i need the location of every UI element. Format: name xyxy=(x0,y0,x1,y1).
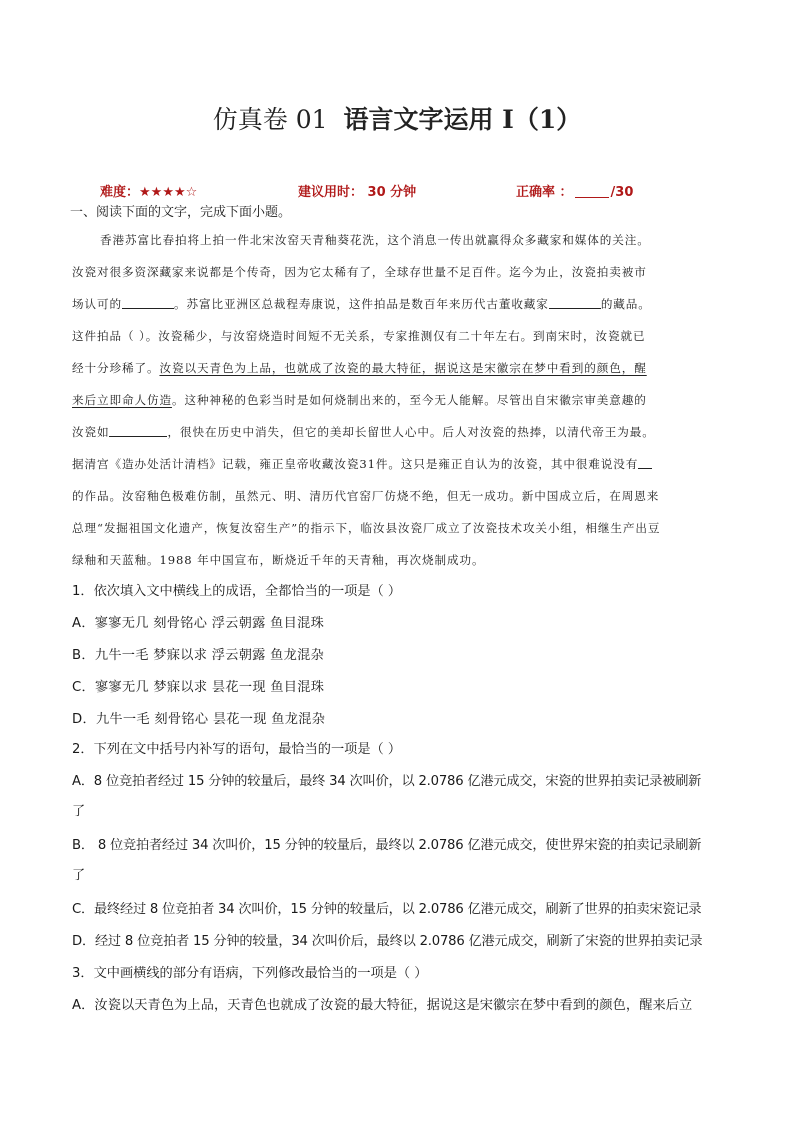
underlined-sentence-end: 来后立即命人仿造 xyxy=(72,393,172,407)
difficulty-label: 难度： xyxy=(100,185,140,200)
time-value: 30 分钟 xyxy=(367,185,417,200)
passage-line: 总理“发掘祖国文化遗产，恢复汝窑生产”的指示下，临汝县汝瓷厂成立了汝瓷技术攻关小组，相继生产出豆 xyxy=(72,521,661,535)
passage-line: 绿釉和天蓝釉。1988 年中国宣布，断烧近千年的天青釉，再次烧制成功。 xyxy=(72,553,485,567)
page-title xyxy=(0,100,794,136)
q2-option-a[interactable]: A．8 位竞拍者经过 15 分钟的较量后，最终 34 次叫价，以 2.0786 亿港元成交，宋瓷的世界拍卖记录被刷新 xyxy=(72,774,702,789)
difficulty-info xyxy=(100,181,197,200)
q1-option-a[interactable]: A．寥寥无几 刻骨铭心 浮云朝露 鱼目混珠 xyxy=(72,616,325,631)
q2-option-c[interactable]: C．最终经过 8 位竞拍者 34 次叫价，15 分钟的较量后，以 2.0786 亿港元成交，刷新了世界的拍卖宋瓷记录 xyxy=(72,902,702,917)
passage-text: 。这种神秘的色彩当时是如何烧制出来的，至今无人能解。尽管出自宋徽宗审美意趣的 xyxy=(171,393,647,407)
section-heading: 一、阅读下面的文字，完成下面小题。 xyxy=(70,205,292,220)
passage-line xyxy=(72,296,651,312)
accuracy-info xyxy=(516,181,633,200)
q1-option-b[interactable]: B．九牛一毛 梦寐以求 浮云朝露 鱼龙混杂 xyxy=(72,648,325,663)
passage-line xyxy=(72,456,652,472)
passage-text: 经十分珍稀了。 xyxy=(72,361,160,375)
passage-text: 。苏富比亚洲区总裁程寿康说，这件拍品是数百年来历代古董收藏家 xyxy=(173,297,549,311)
passage-line xyxy=(72,424,655,440)
question-3: 3．文中画横线的部分有语病，下列修改最恰当的一项是（ ） xyxy=(72,966,428,981)
passage-line: 香港苏富比春拍将上拍一件北宋汝窑天青釉葵花洗，这个消息一传出就赢得众多藏家和媒体的关注。 xyxy=(100,233,650,247)
difficulty-stars: ★★★★☆ xyxy=(139,185,198,200)
q2-option-d[interactable]: D．经过 8 位竞拍者 15 分钟的较量，34 次叫价后，最终以 2.0786 亿港元成交，刷新了宋瓷的世界拍卖记录 xyxy=(72,934,703,949)
question-2: 2．下列在文中括号内补写的语句，最恰当的一项是（ ） xyxy=(72,742,402,757)
passage-text: 据清宫《造办处活计清档》记载，雍正皇帝收藏汝瓷31件。这只是雍正自认为的汝瓷，其中很难说没有 xyxy=(72,457,639,471)
suggested-time-info xyxy=(298,181,416,200)
passage-line xyxy=(72,360,647,376)
underlined-sentence: 汝瓷以天青色为上品，也就成了汝瓷的最大特征，据说这是宋徽宗在梦中看到的颜色，醒 xyxy=(159,361,647,375)
q2-option-a-cont: 了 xyxy=(72,804,86,819)
accuracy-label: 正确率 ： xyxy=(516,185,573,200)
title-main: 语言文字运用 I（1） xyxy=(343,105,582,134)
passage-text: 的藏品。 xyxy=(600,297,651,311)
title-prefix: 仿真卷 01 xyxy=(212,105,328,134)
q2-option-b-cont: 了 xyxy=(72,868,86,883)
idiom-blank-4 xyxy=(638,457,652,469)
idiom-blank-2 xyxy=(549,297,601,309)
q2-option-b[interactable]: B． 8 位竞拍者经过 34 次叫价，15 分钟的较量后，最终以 2.0786 亿港元成交，使世界宋瓷的拍卖记录刷新 xyxy=(72,838,702,853)
passage-text: 场认可的 xyxy=(72,297,122,311)
q1-option-d[interactable]: D．九牛一毛 刻骨铭心 昙花一现 鱼龙混杂 xyxy=(72,712,326,727)
passage-text: 汝瓷如 xyxy=(72,425,110,439)
passage-line xyxy=(72,392,647,408)
passage-line: 这件拍品（ ）。汝瓷稀少，与汝窑烧造时间短不无关系，专家推测仅有二十年左右。到南宋时，汝瓷就已 xyxy=(72,329,646,343)
question-1: 1．依次填入文中横线上的成语，全都恰当的一项是（ ） xyxy=(72,584,402,599)
passage-line: 汝瓷对很多资深藏家来说都是个传奇，因为它太稀有了，全球存世量不足百件。迄今为止，汝瓷拍卖被市 xyxy=(72,265,647,279)
passage-text: ，很快在历史中消失，但它的美却长留世人心中。后人对汝瓷的热捧，以清代帝王为最。 xyxy=(167,425,655,439)
accuracy-total: /30 xyxy=(610,185,634,200)
passage-line: 的作品。汝窑釉色极难仿制，虽然元、明、清历代官窑厂仿烧不绝，但无一成功。新中国成立后，在周恩来 xyxy=(72,489,660,503)
idiom-blank-1 xyxy=(122,297,174,309)
time-label: 建议用时： xyxy=(298,185,364,200)
idiom-blank-3 xyxy=(109,425,167,437)
accuracy-blank[interactable] xyxy=(575,185,609,198)
q3-option-a[interactable]: A．汝瓷以天青色为上品，天青色也就成了汝瓷的最大特征，据说这是宋徽宗在梦中看到的颜色，醒来后立 xyxy=(72,998,693,1013)
q1-option-c[interactable]: C．寥寥无几 梦寐以求 昙花一现 鱼目混珠 xyxy=(72,680,325,695)
